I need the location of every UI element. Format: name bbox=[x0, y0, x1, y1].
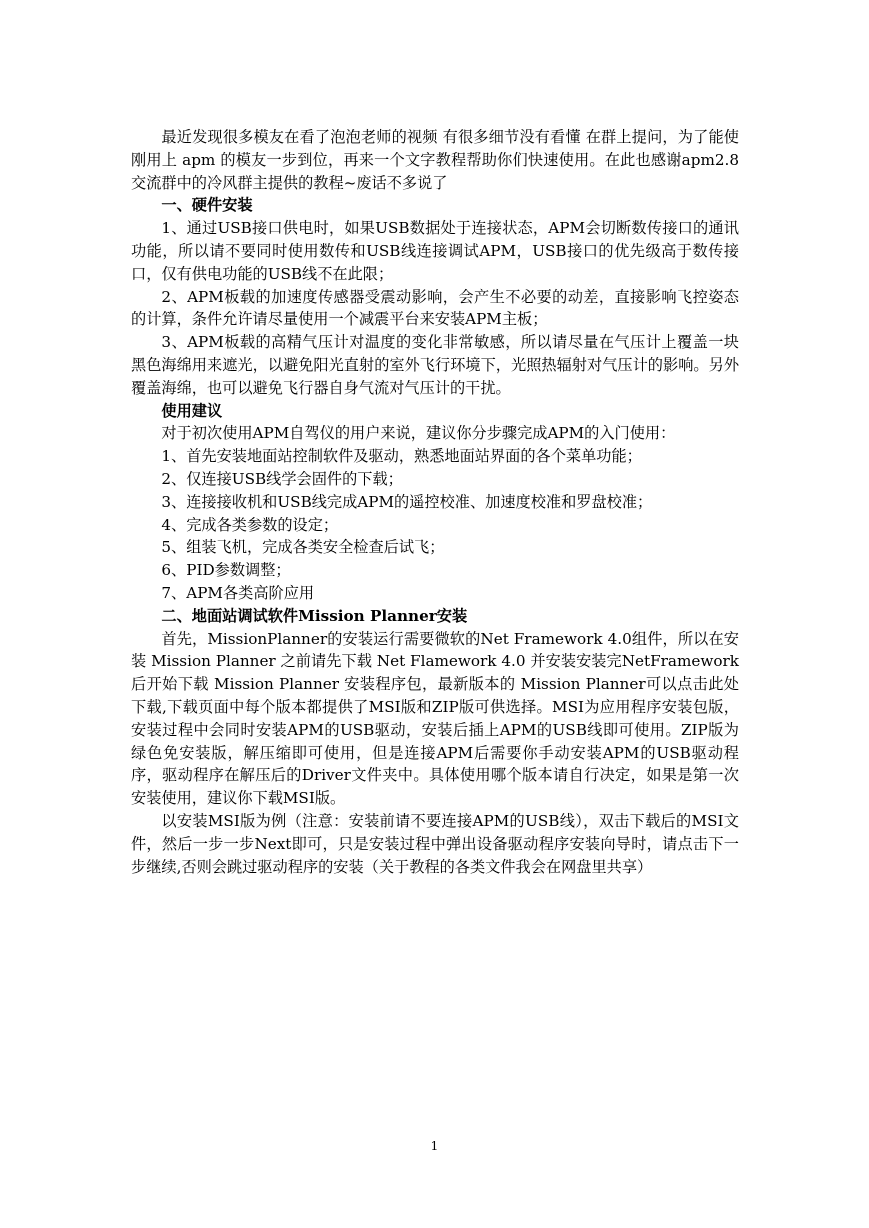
usage-intro-paragraph: 对于初次使用APM自驾仪的用户来说，建议你分步骤完成APM的入门使用： bbox=[161, 424, 676, 443]
page-number: 1 bbox=[430, 1139, 439, 1153]
hardware-item-3: 3、APM板载的高精气压计对温度的变化非常敏感，所以请尽量在气压计上覆盖一块黑色海绵用来遮光，以避免阳光直射的室外飞行环境下，光照热辐射对气压计的影响。另外覆盖海绵，也可以避免飞行器自身气流对气压计的干扰。 bbox=[131, 333, 739, 397]
mission-planner-paragraph-2: 以安装MSI版为例（注意：安装前请不要连接APM的USB线），双击下载后的MSI文件，然后一步一步Next即可，只是安装过程中弹出设备驱动程序安装向导时，请点击下一步继续,否则会跳过驱动程序的安装（关于教程的各类文件我会在网盘里共享） bbox=[131, 811, 739, 876]
usage-step-7: 7、APM各类高阶应用 bbox=[161, 583, 315, 602]
usage-step-3: 3、连接接收机和USB线完成APM的遥控校准、加速度校准和罗盘校准； bbox=[161, 492, 653, 511]
section-heading-hardware: 一、硬件安装 bbox=[161, 196, 253, 215]
section-heading-usage: 使用建议 bbox=[161, 401, 223, 420]
intro-paragraph: 最近发现很多模友在看了泡泡老师的视频 有很多细节没有看懂 在群上提问，为了能使刚用上 apm 的模友一步到位，再来一个文字教程帮助你们快速使用。在此也感谢apm2.8交流群中的冷风群主提供的教程~废话不多说了 bbox=[131, 128, 739, 192]
usage-step-1: 1、首先安装地面站控制软件及驱动，熟悉地面站界面的各个菜单功能； bbox=[161, 447, 642, 466]
hardware-item-2: 2、APM板载的加速度传感器受震动影响，会产生不必要的动差，直接影响飞控姿态的计算，条件允许请尽量使用一个减震平台来安装APM主板； bbox=[131, 287, 739, 329]
section-heading-mission-planner: 二、地面站调试软件Mission Planner安装 bbox=[161, 606, 468, 625]
hardware-item-1: 1、通过USB接口供电时，如果USB数据处于连接状态，APM会切断数传接口的通讯功能，所以请不要同时使用数传和USB线连接调试APM，USB接口的优先级高于数传接口，仅有供电功能的USB线不在此限； bbox=[131, 219, 739, 283]
mission-planner-paragraph-1: 首先，MissionPlanner的安装运行需要微软的Net Framework 4.0组件，所以在安装 Mission Planner 之前请先下载 Net Flamework 4.0 并安装安装完NetFramework 后开始下载 Mission Planner 安装程序包，最新版本的 Mission Planner可以点击此处下载,下载页面中每个版本都提供了MSI版和ZIP版可供选择。MSI为应用程序安装包版，安装过程中会同时安装APM的USB驱动，安装后插上APM的USB线即可使用。ZIP版为绿色免安装版，解压缩即可使用，但是连接APM后需要你手动安装APM的USB驱动程序，驱动程序在解压后的Driver文件夹中。具体使用哪个版本请自行决定，如果是第一次安装使用，建议你下载MSI版。 bbox=[131, 629, 739, 808]
usage-step-6: 6、PID参数调整； bbox=[161, 561, 291, 580]
usage-step-4: 4、完成各类参数的设定； bbox=[161, 515, 339, 534]
usage-step-2: 2、仅连接USB线学会固件的下载； bbox=[161, 469, 403, 488]
usage-step-5: 5、组装飞机，完成各类安全检查后试飞； bbox=[161, 538, 445, 557]
document-body bbox=[131, 126, 739, 878]
